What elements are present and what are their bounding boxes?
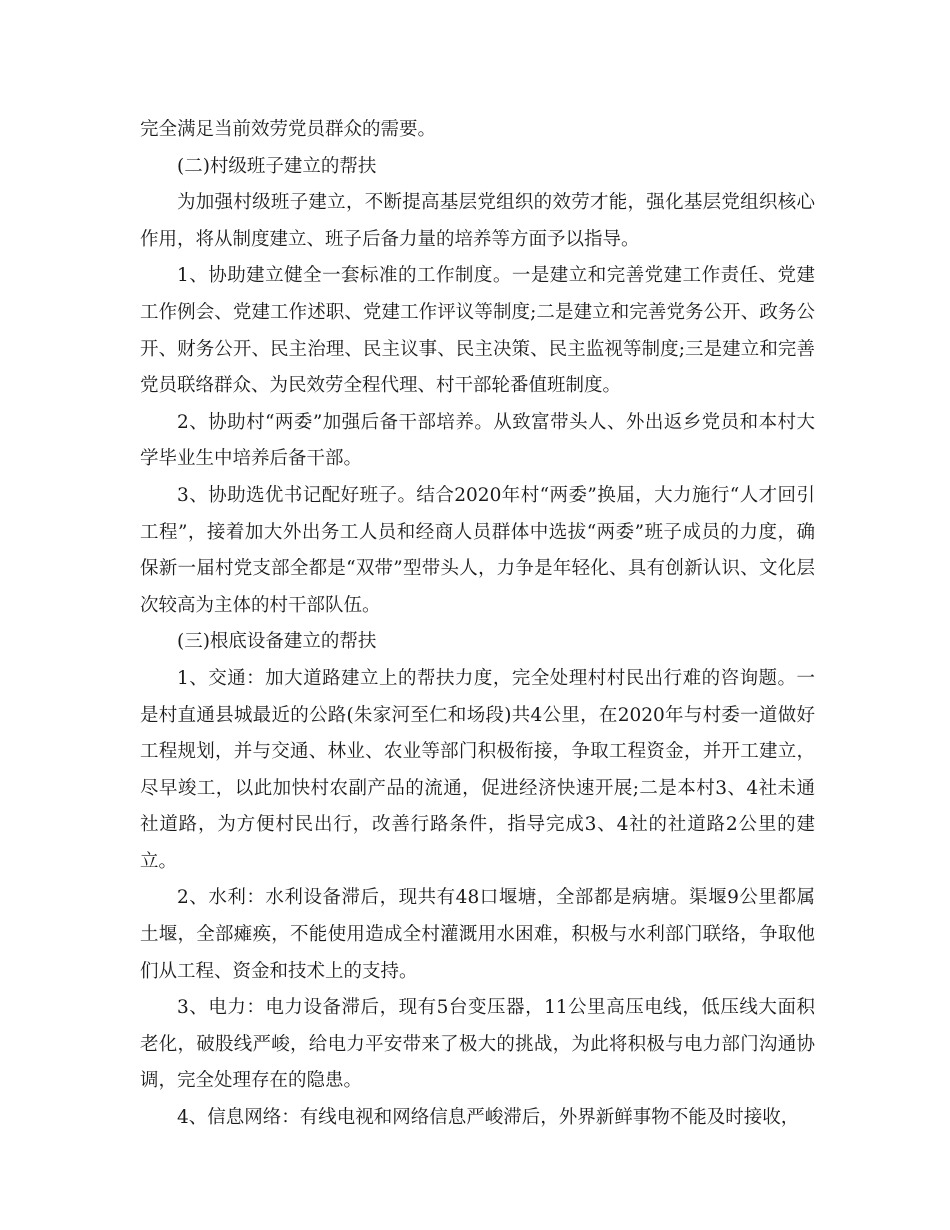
paragraph-continuation: 完全满足当前效劳党员群众的需要。	[140, 119, 437, 140]
document-body	[140, 112, 815, 1137]
paragraph-network: 4、信息网络：有线电视和网络信息严峻滞后，外界新鲜事物不能及时接收，	[177, 1107, 800, 1129]
paragraph-water: 2、水利：水利设备滞后，现共有48口堰塘，全部都是病塘。渠堰9公里都属土堰，全部瘫痪，不能使用造成全村灌溉用水困难，积极与水利部门联络，争取他们从工程、资金和技术上的支持。	[140, 887, 815, 982]
section-heading-infrastructure: (三)根底设备建立的帮扶	[177, 631, 377, 653]
paragraph-reserve-cadres: 2、协助村“两委”加强后备干部培养。从致富带头人、外出返乡党员和本村大学毕业生中培养后备干部。	[140, 411, 815, 470]
section-heading-village-team: (二)村级班子建立的帮扶	[177, 155, 377, 177]
paragraph-transport: 1、交通：加大道路建立上的帮扶力度，完全处理村村民出行难的咨询题。一是村直通县城最近的公路(朱家河至仁和场段)共4公里，在2020年与村委一道做好工程规划，并与交通、林业、农业等部门积极衔接，争取工程资金，并开工建立，尽早竣工，以此加快村农副产品的流通，促进经济快速开展;二是本村3、4社未通社道路，为方便村民出行，改善行路条件，指导完成3、4社的社道路2公里的建立。	[140, 667, 815, 872]
paragraph-work-system: 1、协助建立健全一套标准的工作制度。一是建立和完善党建工作责任、党建工作例会、党建工作述职、党建工作评议等制度;二是建立和完善党务公开、政务公开、财务公开、民主治理、民主议事、民主决策、民主监视等制度;三是建立和完善党员联络群众、为民效劳全程代理、村干部轮番值班制度。	[140, 265, 815, 397]
paragraph-village-team-intro: 为加强村级班子建立，不断提高基层党组织的效劳才能，强化基层党组织核心作用，将从制度建立、班子后备力量的培养等方面予以指导。	[140, 192, 815, 250]
paragraph-power: 3、电力：电力设备滞后，现有5台变压器，11公里高压电线，低压线大面积老化，破股线严峻，给电力平安带来了极大的挑战，为此将积极与电力部门沟通协调，完全处理存在的隐患。	[140, 997, 815, 1092]
paragraph-select-secretary: 3、协助选优书记配好班子。结合2020年村“两委”换届，大力施行“人才回引工程”，接着加大外出务工人员和经商人员群体中选拔“两委”班子成员的力度，确保新一届村党支部全都是“双带”型带头人，力争是年轻化、具有创新认识、文化层次较高为主体的村干部队伍。	[140, 484, 815, 616]
